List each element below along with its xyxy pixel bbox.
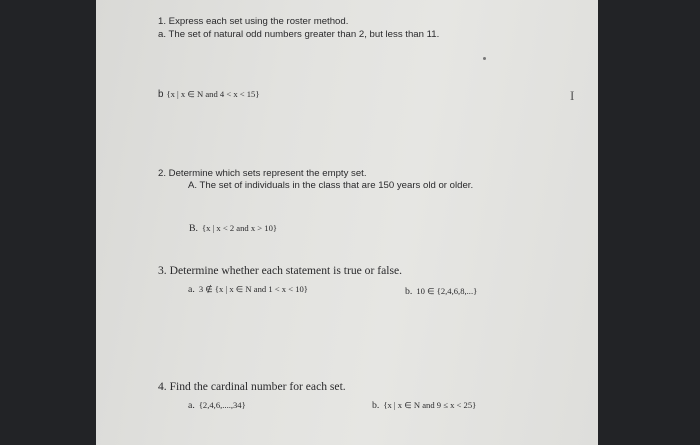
q3-part-a: [188, 279, 308, 297]
q1-part-b: [158, 84, 259, 102]
q2-part-a: A. The set of individuals in the class that are 150 years old or older.: [188, 180, 474, 191]
q3-a-statement: 3 ∉ {x | x ∈ N and 1 < x < 10}: [198, 284, 308, 294]
q3-b-statement: 10 ∈ {2,4,6,8,...}: [416, 286, 478, 296]
q4-b-set: {x | x ∈ N and 9 ≤ x < 25}: [383, 400, 477, 410]
q4-a-label: a.: [188, 400, 195, 411]
q4-b-label: b.: [372, 400, 380, 411]
q2-title: 2. Determine which sets represent the empty set.: [158, 168, 367, 179]
q1-b-set: {x | x ∈ N and 4 < x < 15}: [166, 89, 260, 99]
q1-title: 1. Express each set using the roster method.: [158, 16, 349, 27]
q3-a-label: a.: [188, 284, 195, 295]
q3-part-b: [405, 281, 477, 299]
text-cursor-icon: I: [570, 88, 575, 103]
speck-mark: [483, 57, 486, 60]
q1-part-a: a. The set of natural odd numbers greater than 2, but less than 11.: [158, 29, 440, 40]
q2-b-label: B.: [189, 223, 198, 234]
q2-b-set: {x | x < 2 and x > 10}: [201, 223, 278, 233]
q4-a-set: {2,4,6,....,34}: [198, 400, 246, 410]
q4-title: 4. Find the cardinal number for each set.: [158, 380, 346, 393]
q3-title: 3. Determine whether each statement is true or false.: [158, 264, 403, 277]
q4-part-b: [372, 395, 476, 413]
worksheet-page: [96, 0, 598, 445]
q4-part-a: [188, 395, 246, 413]
q1-b-label: b: [158, 89, 164, 100]
q2-part-b: [189, 218, 277, 236]
q3-b-label: b.: [405, 286, 413, 297]
